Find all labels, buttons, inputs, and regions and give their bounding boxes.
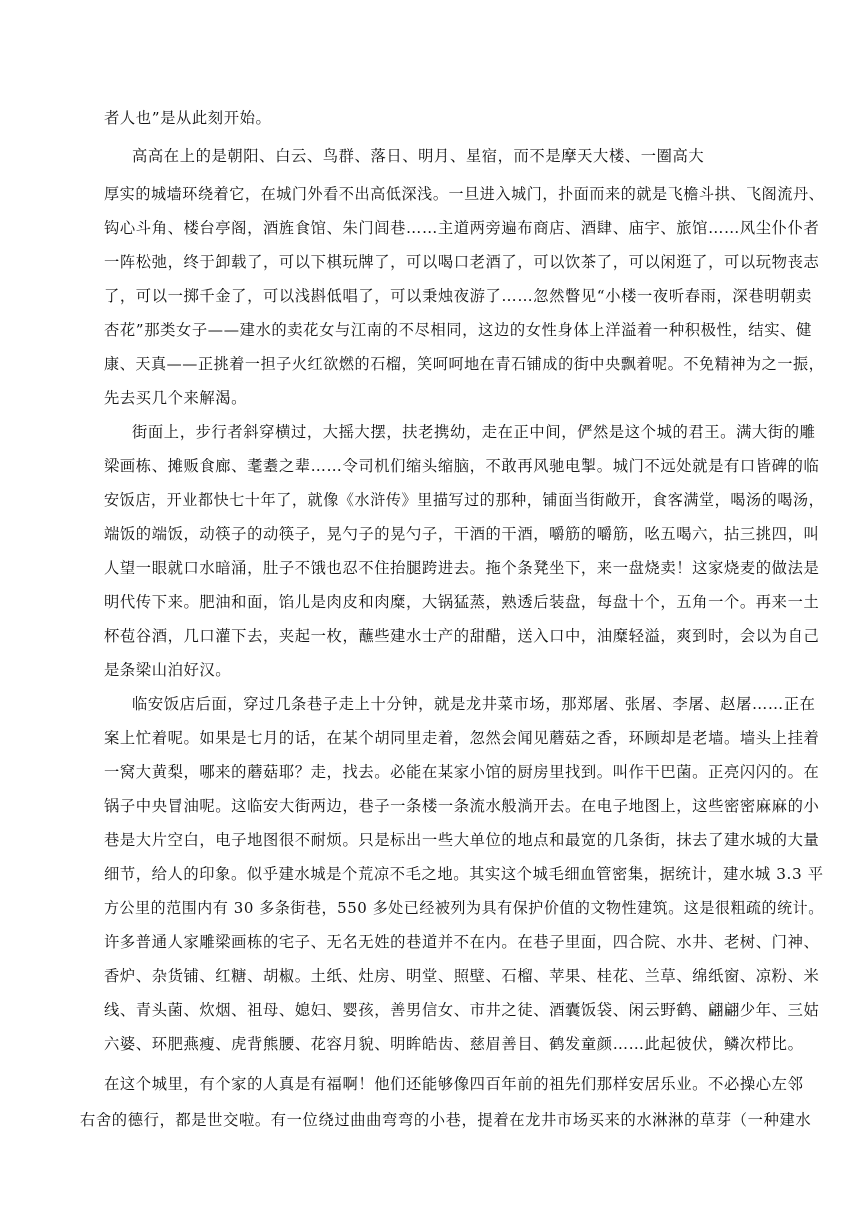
- text-line: 方公里的范围内有 30 多条街巷，550 多处已经被列为具有保护价值的文物性建筑。这是很粗疏的统计。: [104, 899, 824, 917]
- text-line: 锅子中央冒油呢。这临安大街两边，巷子一条楼一条流水般淌开去。在电子地图上，这些密密麻麻的小: [104, 797, 820, 815]
- text-line: 一阵松弛，终于卸载了，可以下棋玩牌了，可以喝口老酒了，可以饮茶了，可以闲逛了，可以玩物丧志: [104, 253, 820, 271]
- text-line: 许多普通人家雕梁画栋的宅子、无名无姓的巷道并不在内。在巷子里面，四合院、水井、老树、门神、: [104, 933, 820, 951]
- paragraph-first-line: 在这个城里，有个家的人真是有福啊！他们还能够像四百年前的祖先们那样安居乐业。不必操心左邻: [104, 1075, 804, 1093]
- text-line: 案上忙着呢。如果是七月的话，在某个胡同里走着，忽然会闻见蘑菇之香，环顾却是老墙。墙头上挂着: [104, 729, 820, 747]
- text-line: 杯苞谷酒，几口灌下去，夹起一枚，蘸些建水士产的甜醋，送入口中，油糜轻溢，爽到时，会以为自己: [104, 627, 820, 645]
- paragraph-first-line: 高高在上的是朝阳、白云、鸟群、落日、明月、星宿，而不是摩天大楼、一圈高大: [132, 147, 705, 165]
- text-line: 明代传下来。肥油和面，馅儿是肉皮和肉糜，大锅猛蒸，熟透后装盘，每盘十个，五角一个。再来一土: [104, 593, 820, 611]
- text-line: 先去买几个来解渴。: [104, 389, 248, 407]
- text-line: 康、天真——正挑着一担子火红欲燃的石榴，笑呵呵地在青石铺成的街中央飘着呢。不免精神为之一振，: [104, 355, 825, 373]
- text-line: 巷是大片空白，电子地图很不耐烦。只是标出一些大单位的地点和最宽的几条街，抹去了建水城的大量: [104, 831, 820, 849]
- text-line: 梁画栋、摊贩食廊、耄耋之辈……令司机们缩头缩脑，不敢再风驰电掣。城门不远处就是有口皆碑的临: [104, 457, 820, 475]
- paragraph-first-line: 临安饭店后面，穿过几条巷子走上十分钟，就是龙井菜市场，那郑屠、张屠、李屠、赵屠……正在: [132, 695, 816, 713]
- text-line: 六婆、环肥燕瘦、虎背熊腰、花容月貌、明眸皓齿、慈眉善目、鹤发童颜……此起彼伏，鳞次栉比。: [104, 1035, 804, 1053]
- text-line: 杏花”那类女子——建水的卖花女与江南的不尽相同，这边的女性身体上洋溢着一种积极性，结实、健: [104, 321, 812, 339]
- text-line: 一窝大黄梨，哪来的蘑菇耶？走，找去。必能在某家小馆的厨房里找到。叫作干巴菌。正亮闪闪的。在: [104, 763, 820, 781]
- text-line: 右舍的德行，都是世交啦。有一位绕过曲曲弯弯的小巷，提着在龙井市场买来的水淋淋的草芽（一种建水: [80, 1111, 812, 1129]
- text-line: 细节，给人的印象。似乎建水城是个荒凉不毛之地。其实这个城毛细血管密集，据统计，建水城 3.3 平: [104, 865, 824, 883]
- text-line: 者人也”是从此刻开始。: [104, 109, 272, 127]
- text-line: 钩心斗角、楼台亭阁，酒旌食馆、朱门闾巷……主道两旁遍布商店、酒肆、庙宇、旅馆……风尘仆仆者: [104, 219, 820, 237]
- text-line: 是条梁山泊好汉。: [104, 661, 232, 679]
- paragraph-first-line: 街面上，步行者斜穿横过，大摇大摆，扶老携幼，走在正中间，俨然是这个城的君王。满大街的雕: [132, 423, 816, 441]
- text-line: 人望一眼就口水暗涌，肚子不饿也忍不住抬腿跨进去。拖个条凳坐下，来一盘烧卖！这家烧麦的做法是: [104, 559, 820, 577]
- text-line: 安饭店，开业都快七十年了，就像《水浒传》里描写过的那种，铺面当街敞开，食客满堂，喝汤的喝汤，: [104, 491, 825, 509]
- text-line: 端饭的端饭，动筷子的动筷子，晃勺子的晃勺子，干酒的干酒，嚼筋的嚼筋，吆五喝六，拈三挑四，叫: [104, 525, 820, 543]
- text-line: 了，可以一掷千金了，可以浅斟低唱了，可以秉烛夜游了……忽然瞥见“小楼一夜听春雨，深巷明朝卖: [104, 287, 812, 305]
- text-line: 香炉、杂货铺、红糖、胡椒。土纸、灶房、明堂、照壁、石榴、苹果、桂花、兰草、绵纸窗、凉粉、米: [104, 967, 820, 985]
- text-line: 线、青头菌、炊烟、祖母、媳妇、婴孩，善男信女、市井之徒、酒囊饭袋、闲云野鹤、翩翩少年、三姑: [104, 1001, 820, 1019]
- text-line: 厚实的城墙环绕着它，在城门外看不出高低深浅。一旦进入城门，扑面而来的就是飞檐斗拱、飞阁流丹、: [104, 185, 825, 203]
